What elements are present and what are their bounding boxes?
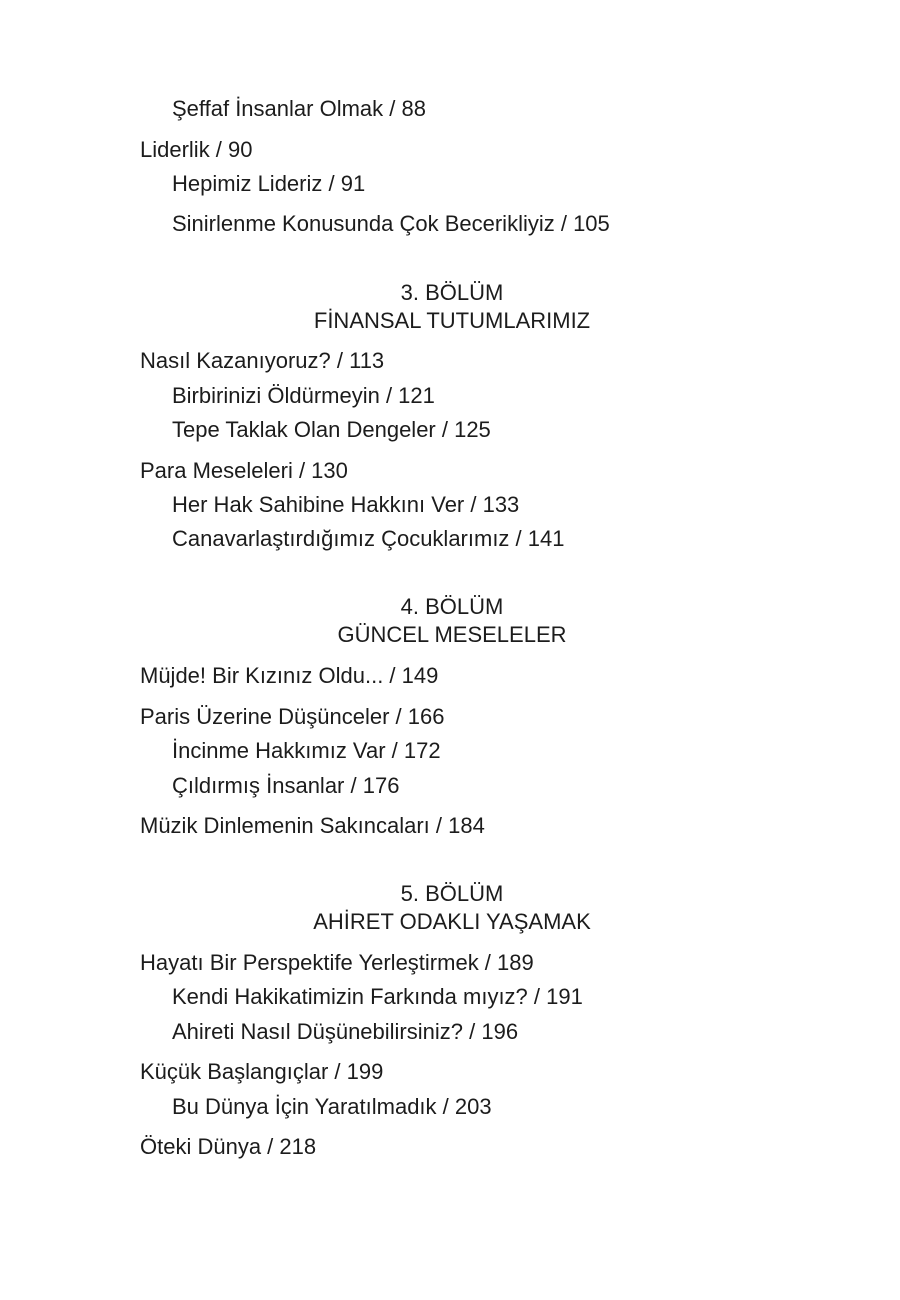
toc-entry: Müjde! Bir Kızınız Oldu... / 149 [140, 663, 439, 688]
toc-entry: Birbirinizi Öldürmeyin / 121 [172, 383, 435, 408]
toc-entry: Para Meseleleri / 130 [140, 458, 348, 483]
toc-entry: Ahireti Nasıl Düşünebilirsiniz? / 196 [172, 1019, 519, 1044]
toc-entry: Sinirlenme Konusunda Çok Becerikliyiz / 105 [172, 211, 610, 236]
section-number: 4. BÖLÜM [400, 594, 504, 619]
toc-entry: Liderlik / 90 [140, 137, 253, 162]
section-number: 5. BÖLÜM [400, 881, 504, 906]
toc-entry: Paris Üzerine Düşünceler / 166 [140, 704, 445, 729]
toc-entry: Çıldırmış İnsanlar / 176 [172, 773, 400, 798]
section-heading [0, 593, 900, 649]
toc-entry: Hayatı Bir Perspektife Yerleştirmek / 189 [140, 950, 534, 975]
toc-entry: Müzik Dinlemenin Sakıncaları / 184 [140, 813, 485, 838]
toc-entry: Küçük Başlangıçlar / 199 [140, 1059, 384, 1084]
toc-entry: Nasıl Kazanıyoruz? / 113 [140, 348, 385, 373]
toc-entry: Öteki Dünya / 218 [140, 1134, 317, 1159]
section-title: GÜNCEL MESELELER [337, 622, 567, 647]
section-title: FİNANSAL TUTUMLARIMIZ [313, 308, 591, 333]
section-number: 3. BÖLÜM [400, 280, 504, 305]
section-title: AHİRET ODAKLI YAŞAMAK [313, 909, 591, 934]
toc-entry: Tepe Taklak Olan Dengeler / 125 [172, 417, 491, 442]
toc-entry: Her Hak Sahibine Hakkını Ver / 133 [172, 492, 520, 517]
toc-entry: İncinme Hakkımız Var / 172 [172, 738, 441, 763]
toc-entry: Bu Dünya İçin Yaratılmadık / 203 [172, 1094, 492, 1119]
toc-entry: Kendi Hakikatimizin Farkında mıyız? / 191 [172, 984, 583, 1009]
toc-entry: Hepimiz Lideriz / 91 [172, 171, 366, 196]
section-heading [0, 880, 900, 936]
toc-entry: Şeffaf İnsanlar Olmak / 88 [172, 96, 426, 121]
toc-entry: Canavarlaştırdığımız Çocuklarımız / 141 [172, 526, 565, 551]
section-heading [0, 279, 900, 335]
